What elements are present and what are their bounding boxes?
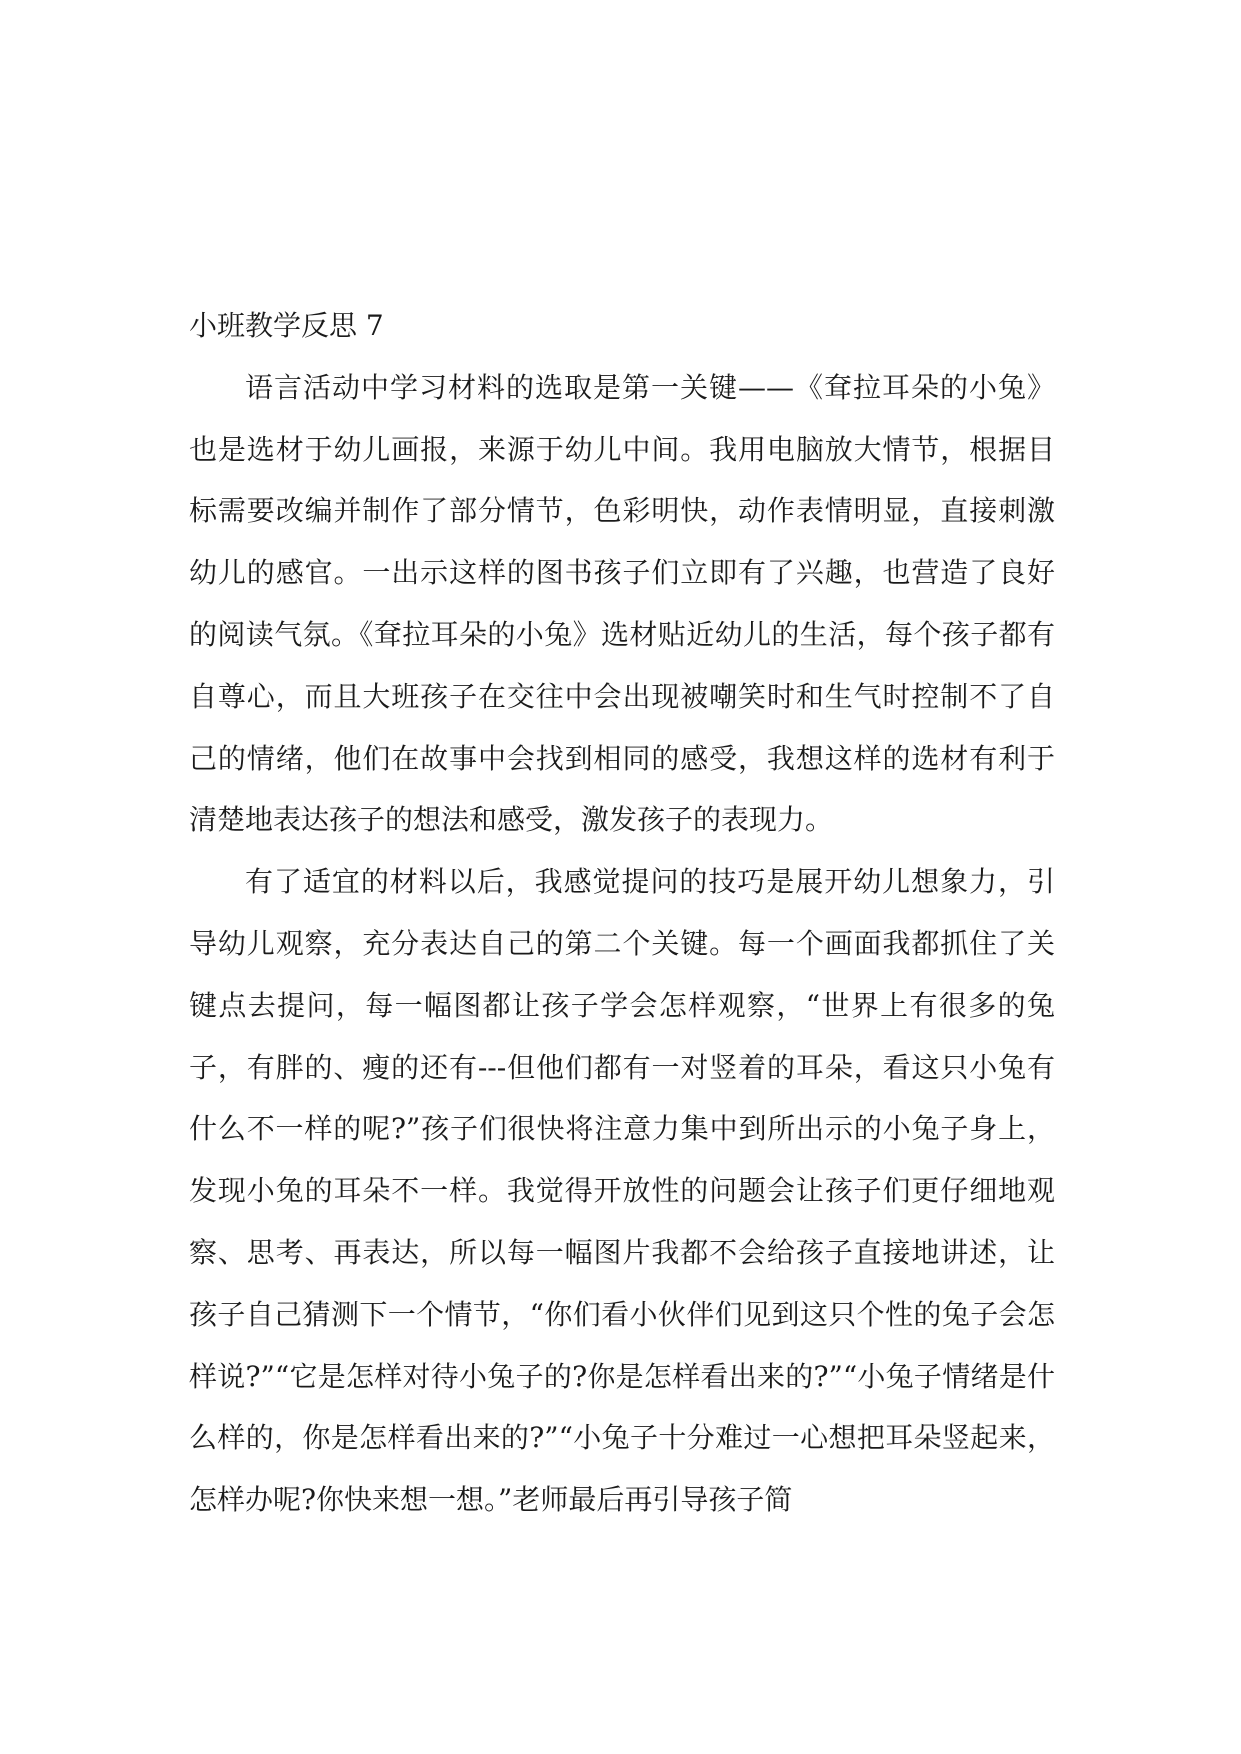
document-title: 小班教学反思 7 (189, 309, 384, 342)
document-body (189, 295, 1055, 1531)
paragraph-2: 有了适宜的材料以后，我感觉提问的技巧是展开幼儿想象力，引导幼儿观察，充分表达自己的第二个关键。每一个画面我都抓住了关键点去提问，每一幅图都让孩子学会怎样观察，“世界上有很多的兔子，有胖的、瘦的还有---但他们都有一对竖着的耳朵，看这只小兔有什么不一样的呢?”孩子们很快将注意力集中到所出示的小兔子身上，发现小兔的耳朵不一样。我觉得开放性的问题会让孩子们更仔细地观察、思考、再表达，所以每一幅图片我都不会给孩子直接地讲述，让孩子自己猜测下一个情节，“你们看小伙伴们见到这只个性的兔子会怎样说?”“它是怎样对待小兔子的?你是怎样看出来的?”“小兔子情绪是什么样的，你是怎样看出来的?”“小兔子十分难过一心想把耳朵竖起来，怎样办呢?你快来想一想。”老师最后再引导孩子简 (189, 865, 1055, 1517)
paragraph-1: 语言活动中学习材料的选取是第一关键——《耷拉耳朵的小兔》也是选材于幼儿画报，来源于幼儿中间。我用电脑放大情节，根据目标需要改编并制作了部分情节，色彩明快，动作表情明显，直接刺激幼儿的感官。一出示这样的图书孩子们立即有了兴趣，也营造了良好的阅读气氛。《耷拉耳朵的小兔》选材贴近幼儿的生活，每个孩子都有自尊心，而且大班孩子在交往中会出现被嘲笑时和生气时控制不了自己的情绪，他们在故事中会找到相同的感受，我想这样的选材有利于清楚地表达孩子的想法和感受，激发孩子的表现力。 (189, 370, 1055, 837)
